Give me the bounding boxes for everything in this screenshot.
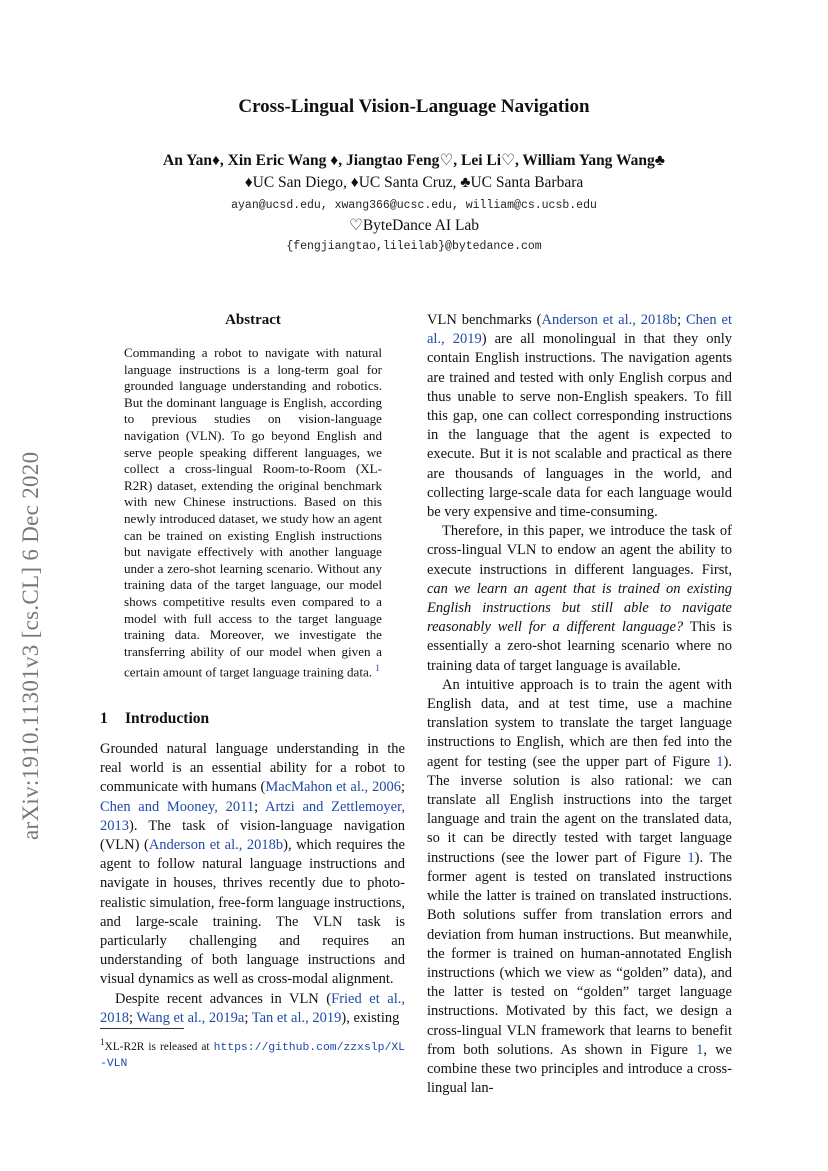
research-question: can we learn an agent that is trained on existing English instructions but still able to navigate reasonably well for a different language? (427, 580, 732, 636)
citation-link[interactable]: Anderson et al., 2018b (148, 837, 284, 854)
citation-link[interactable]: Artzi and Zettlemoyer, 2013 (100, 798, 405, 834)
right-paragraph-1: VLN benchmarks (Anderson et al., 2018b; Chen et al., 2019) are all monolingual in that they only contain English instructions. The navigation agents are trained and tested with only English corpus and thus unable to serve non-English speakers. To fill this gap, one can collect corresponding instructions in the language that the agent is expected to execute. But it is not scalable and practical as there are thousands of languages in the world, and collecting large-scale data for each language would be very expensive and time-consuming. (427, 312, 733, 521)
citation-link[interactable]: MacMahon et al., 2006 (265, 779, 401, 796)
intro-right-column (427, 311, 732, 1098)
affiliation-1: ♦UC San Diego, ♦UC Santa Cruz, ♣UC Santa Barbara (244, 174, 584, 191)
section-heading-introduction (100, 710, 209, 728)
intro-left-column (100, 740, 405, 1028)
abstract-text: Commanding a robot to navigate with natural language instructions is a long-term goal for grounded language understanding and robotics. But the dominant language is English, according to previous studies on vision-language navigation (VLN). To go beyond English and serve people speaking different languages, we collect a cross-lingual Room-to-Room (XL-R2R) dataset, extending the original benchmark with new Chinese instructions. Based on this newly introduced dataset, we study how an agent can be trained on existing English instructions but navigate effectively with another language under a zero-shot learning scenario. Without any training data of the target language, our model shows competitive results even compared to a model with full access to the target language training data. Moreover, we investigate the transferring ability of our model when given a certain amount of target language training data. (124, 345, 382, 680)
right-paragraph-3: An intuitive approach is to train the agent with English data, and at test time, use a machine translation system to translate the target language instructions to English, which are then fed into the agent for testing (see the upper part of Figure 1). The inverse solution is also rational: we can translate all English instructions into the target language and train the agent on the translated data, so it can be directly tested with target language instructions (see the lower part of Figure 1). The former agent is tested on translated instructions while the latter is trained on translated instructions. Both solutions suffer from translation errors and deviation from human instructions. But meanwhile, the former is trained on human-annotated English instructions (which we view as “golden” data), and the latter is tested on “golden” target language instructions. Motivated by this fact, we design a cross-lingual VLN framework that learns to benefit from both solutions. As shown in Figure 1, we combine these two principles and introduce a cross-lingual lan- (427, 676, 732, 1097)
intro-paragraph-2: Despite recent advances in VLN (Fried et al., 2018; Wang et al., 2019a; Tan et al., 2019), existing (100, 990, 405, 1026)
citation-link[interactable]: Anderson et al., 2018b (541, 312, 678, 328)
abstract-body (124, 345, 382, 681)
footnote (100, 1035, 405, 1072)
figure-ref-link[interactable]: 1 (696, 1041, 704, 1058)
citation-link[interactable]: Chen et al., 2019 (427, 312, 733, 348)
intro-paragraph-1: Grounded natural language understanding in the real world is an essential ability for a robot to communicate with humans (MacMahon et al., 2006; Chen and Mooney, 2011; Artzi and Zettlemoyer, 2013). The task of vision-language navigation (VLN) (Anderson et al., 2018b), which requires the agent to follow natural language instructions and navigate in houses, thrives recently due to photo-realistic simulation, free-form language instructions, and large-scale training. The VLN task is particularly challenging and requires an understanding of both language instructions and visual dynamics as well as cross-modal alignment. (100, 741, 405, 988)
citation-link[interactable]: Tan et al., 2019 (251, 1009, 342, 1026)
abstract-heading: Abstract (225, 312, 281, 328)
section-number: 1 (100, 710, 108, 727)
citation-link[interactable]: Wang et al., 2019a (136, 1009, 245, 1026)
footnote-text: XL-R2R is released at (104, 1040, 214, 1053)
figure-ref-link[interactable]: 1 (716, 753, 724, 770)
footnote-marker[interactable]: 1 (375, 663, 380, 674)
arxiv-identifier: arXiv:1910.11301v3 [cs.CL] 6 Dec 2020 (18, 451, 43, 840)
figure-ref-link[interactable]: 1 (687, 849, 695, 866)
right-paragraph-2: Therefore, in this paper, we introduce the task of cross-lingual VLN to endow an agent the ability to execute instructions in different languages. First, can we learn an agent that is trained on existing English instructions but still able to navigate reasonably well for a different language? This is essentially a zero-shot learning scenario where no training data of target language is available. (427, 523, 732, 674)
citation-link[interactable]: Chen and Mooney, 2011 (100, 798, 255, 815)
github-url-link[interactable]: https://github.com/zzxslp/XL-VLN (100, 1041, 405, 1070)
footnote-number: 1 (100, 1037, 105, 1047)
citation-link[interactable]: Fried et al., 2018 (100, 990, 405, 1026)
email-list-2: {fengjiangtao,lileilab}@bytedance.com (286, 240, 542, 253)
paper-title: Cross-Lingual Vision-Language Navigation (238, 96, 590, 117)
affiliation-2: ♡ByteDance AI Lab (348, 217, 480, 234)
section-title: Introduction (125, 710, 210, 727)
footnote-divider (100, 1028, 184, 1029)
email-list-1: ayan@ucsd.edu, xwang366@ucsc.edu, william@cs.ucsb.edu (231, 199, 597, 212)
author-list: An Yan♦, Xin Eric Wang ♦, Jiangtao Feng♡, Lei Li♡, William Yang Wang♣ (163, 152, 665, 169)
